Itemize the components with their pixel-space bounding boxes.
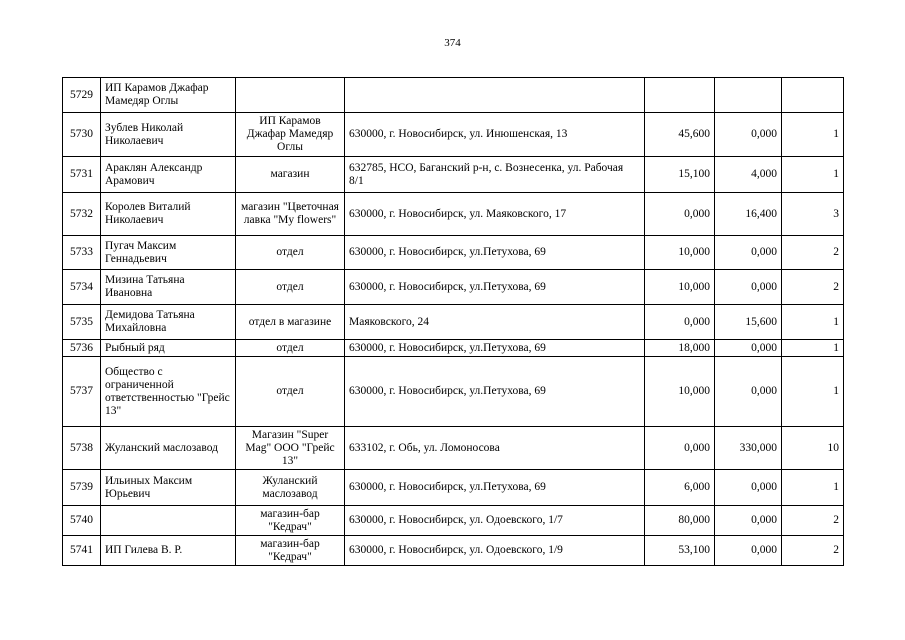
row-value-3: 2 bbox=[782, 506, 844, 536]
row-value-3 bbox=[782, 78, 844, 113]
row-value-2: 16,400 bbox=[715, 193, 782, 236]
table-row bbox=[63, 157, 844, 193]
row-owner: Королев Виталий Николаевич bbox=[101, 193, 236, 236]
row-owner: ИП Карамов Джафар Мамедяр Оглы bbox=[101, 78, 236, 113]
row-address: 633102, г. Обь, ул. Ломоносова bbox=[345, 427, 645, 470]
table-row bbox=[63, 357, 844, 427]
row-id: 5735 bbox=[63, 305, 101, 340]
row-value-3: 1 bbox=[782, 305, 844, 340]
row-id: 5737 bbox=[63, 357, 101, 427]
table-row bbox=[63, 193, 844, 236]
row-address: 630000, г. Новосибирск, ул.Петухова, 69 bbox=[345, 270, 645, 305]
row-value-2: 0,000 bbox=[715, 236, 782, 270]
row-value-2: 0,000 bbox=[715, 470, 782, 506]
row-address: 630000, г. Новосибирск, ул.Петухова, 69 bbox=[345, 236, 645, 270]
row-value-2: 4,000 bbox=[715, 157, 782, 193]
row-value-1: 10,000 bbox=[645, 357, 715, 427]
page-number: 374 bbox=[444, 37, 461, 49]
row-owner: Жуланский маслозавод bbox=[101, 427, 236, 470]
row-id: 5730 bbox=[63, 113, 101, 157]
row-address: 630000, г. Новосибирск, ул. Маяковского, 17 bbox=[345, 193, 645, 236]
row-object: Жуланский маслозавод bbox=[236, 470, 345, 506]
row-value-2: 0,000 bbox=[715, 506, 782, 536]
row-value-1: 10,000 bbox=[645, 236, 715, 270]
row-value-1: 0,000 bbox=[645, 193, 715, 236]
row-address: 630000, г. Новосибирск, ул.Петухова, 69 bbox=[345, 357, 645, 427]
row-object: магазин-бар "Кедрач" bbox=[236, 536, 345, 566]
row-owner: ИП Гилева В. Р. bbox=[101, 536, 236, 566]
row-value-3: 2 bbox=[782, 270, 844, 305]
row-id: 5740 bbox=[63, 506, 101, 536]
row-value-3: 1 bbox=[782, 340, 844, 357]
row-object: магазин-бар "Кедрач" bbox=[236, 506, 345, 536]
row-object bbox=[236, 78, 345, 113]
row-owner bbox=[101, 506, 236, 536]
row-value-2: 15,600 bbox=[715, 305, 782, 340]
row-id: 5734 bbox=[63, 270, 101, 305]
row-value-3: 10 bbox=[782, 427, 844, 470]
table-row bbox=[63, 270, 844, 305]
row-owner: Рыбный ряд bbox=[101, 340, 236, 357]
row-address: 630000, г. Новосибирск, ул.Петухова, 69 bbox=[345, 470, 645, 506]
row-value-3: 2 bbox=[782, 536, 844, 566]
row-id: 5731 bbox=[63, 157, 101, 193]
table-row bbox=[63, 470, 844, 506]
row-value-2: 0,000 bbox=[715, 113, 782, 157]
row-value-2: 0,000 bbox=[715, 536, 782, 566]
row-value-2 bbox=[715, 78, 782, 113]
row-address: 630000, г. Новосибирск, ул. Инюшенская, 13 bbox=[345, 113, 645, 157]
row-value-1: 80,000 bbox=[645, 506, 715, 536]
row-address: 630000, г. Новосибирск, ул. Одоевского, 1/9 bbox=[345, 536, 645, 566]
row-owner: Мизина Татьяна Ивановна bbox=[101, 270, 236, 305]
row-owner: Пугач Максим Геннадьевич bbox=[101, 236, 236, 270]
row-value-2: 0,000 bbox=[715, 270, 782, 305]
table-row bbox=[63, 78, 844, 113]
row-value-3: 1 bbox=[782, 357, 844, 427]
row-id: 5729 bbox=[63, 78, 101, 113]
registry-table-body bbox=[63, 78, 844, 566]
row-value-2: 0,000 bbox=[715, 357, 782, 427]
table-row bbox=[63, 305, 844, 340]
row-address: 630000, г. Новосибирск, ул. Одоевского, 1/7 bbox=[345, 506, 645, 536]
row-value-1: 0,000 bbox=[645, 427, 715, 470]
row-object: магазин bbox=[236, 157, 345, 193]
row-value-1 bbox=[645, 78, 715, 113]
row-object: Магазин "Super Mag" ООО "Грейс 13" bbox=[236, 427, 345, 470]
row-object: отдел bbox=[236, 340, 345, 357]
row-value-3: 3 bbox=[782, 193, 844, 236]
row-id: 5733 bbox=[63, 236, 101, 270]
row-id: 5738 bbox=[63, 427, 101, 470]
row-address bbox=[345, 78, 645, 113]
row-address: 630000, г. Новосибирск, ул.Петухова, 69 bbox=[345, 340, 645, 357]
row-owner: Зублев Николай Николаевич bbox=[101, 113, 236, 157]
row-value-3: 1 bbox=[782, 157, 844, 193]
row-value-1: 18,000 bbox=[645, 340, 715, 357]
row-value-3: 1 bbox=[782, 113, 844, 157]
row-address: 632785, НСО, Баганский р-н, с. Вознесенка, ул. Рабочая 8/1 bbox=[345, 157, 645, 193]
row-value-3: 2 bbox=[782, 236, 844, 270]
table-row bbox=[63, 113, 844, 157]
row-value-1: 6,000 bbox=[645, 470, 715, 506]
table-row bbox=[63, 427, 844, 470]
row-object: отдел bbox=[236, 270, 345, 305]
registry-table bbox=[62, 77, 844, 566]
row-value-1: 15,100 bbox=[645, 157, 715, 193]
row-value-2: 0,000 bbox=[715, 340, 782, 357]
table-row bbox=[63, 506, 844, 536]
row-owner: Демидова Татьяна Михайловна bbox=[101, 305, 236, 340]
row-object: ИП Карамов Джафар Мамедяр Оглы bbox=[236, 113, 345, 157]
row-id: 5741 bbox=[63, 536, 101, 566]
row-owner: Ильиных Максим Юрьевич bbox=[101, 470, 236, 506]
table-row bbox=[63, 236, 844, 270]
row-value-1: 10,000 bbox=[645, 270, 715, 305]
row-value-1: 0,000 bbox=[645, 305, 715, 340]
row-value-1: 53,100 bbox=[645, 536, 715, 566]
row-value-2: 330,000 bbox=[715, 427, 782, 470]
row-id: 5736 bbox=[63, 340, 101, 357]
row-object: отдел bbox=[236, 357, 345, 427]
row-object: магазин "Цветочная лавка "My flowers" bbox=[236, 193, 345, 236]
row-object: отдел в магазине bbox=[236, 305, 345, 340]
row-value-1: 45,600 bbox=[645, 113, 715, 157]
row-object: отдел bbox=[236, 236, 345, 270]
row-address: Маяковского, 24 bbox=[345, 305, 645, 340]
row-owner: Общество с ограниченной ответственностью "Грейс 13" bbox=[101, 357, 236, 427]
row-id: 5732 bbox=[63, 193, 101, 236]
row-id: 5739 bbox=[63, 470, 101, 506]
table-row bbox=[63, 536, 844, 566]
table-row bbox=[63, 340, 844, 357]
row-owner: Араклян Александр Арамович bbox=[101, 157, 236, 193]
row-value-3: 1 bbox=[782, 470, 844, 506]
